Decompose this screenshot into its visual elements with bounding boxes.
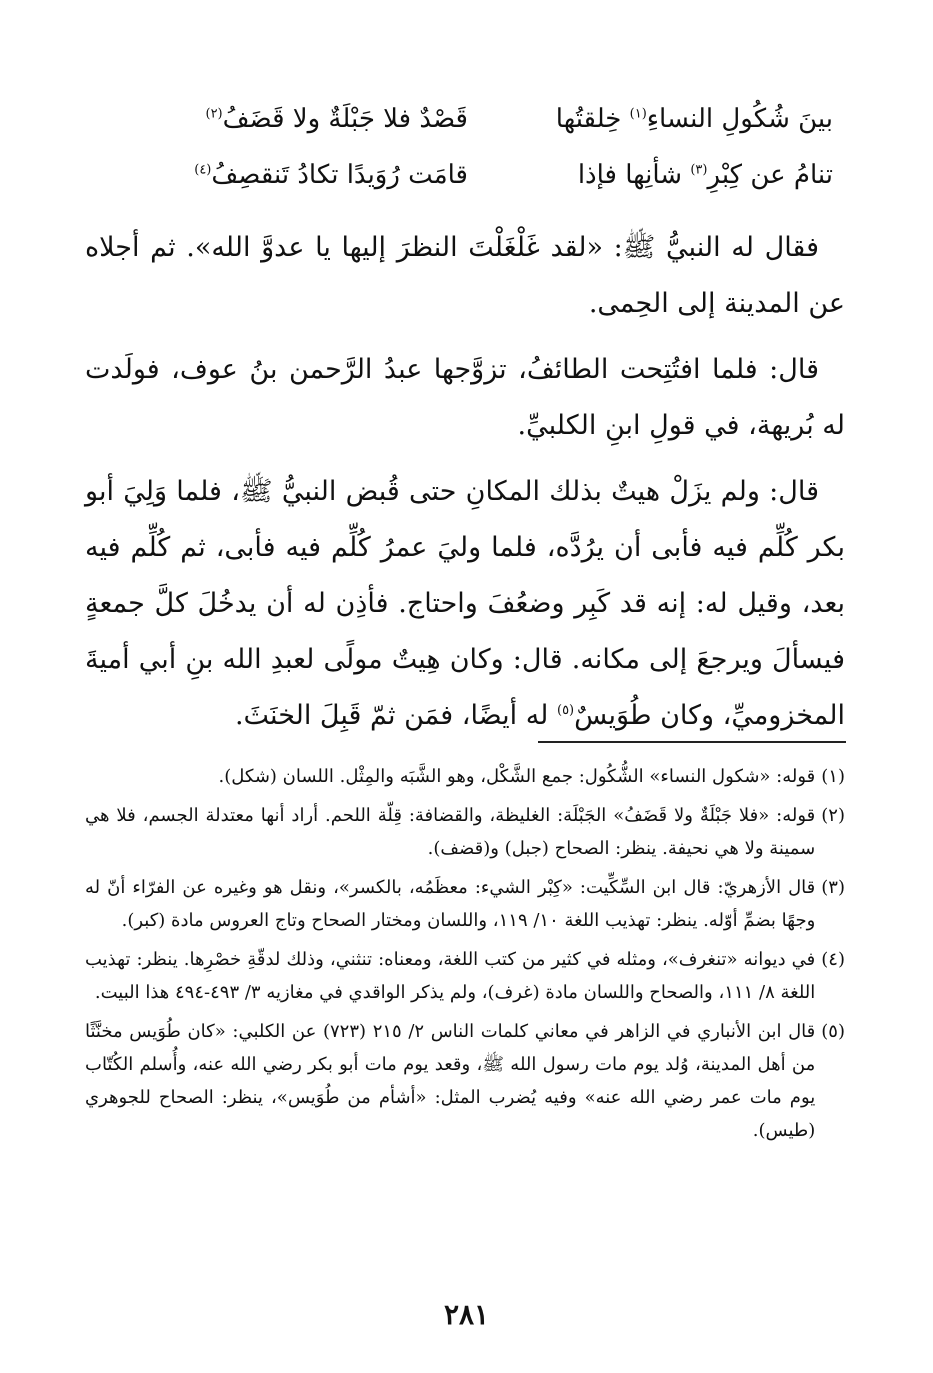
paragraph-1: فقال له النبيُّ ﷺ: «لقد غَلْغَلْتَ النظرَ إليها يا عدوَّ الله». ثم أجلاه عن المدينة إلى الحِمى.	[85, 232, 845, 319]
paragraph-3: قال: ولم يزَلْ هيتٌ بذلك المكانِ حتى قُبض النبيُّ ﷺ، فلما وَلِيَ أبو بكر كُلِّم فيه فأبى أن يرُدَّه، فلما وليَ عمرُ كُلِّم فيه فأبى، ثم كُلِّم فيه بعد، وقيل له: إنه قد كَبِر وضعُفَ واحتاج. فأذِن له أن يدخُلَ كلَّ جمعةٍ فيسألَ ويرجعَ إلى مكانه. قال: وكان هِيتٌ مولًى لعبدِ الله بنِ أبي أميةَ المخزوميِّ، وكان طُوَيسٌ$^{(٥)}$ له أيضًا، فمَن ثمّ قَبِلَ الخنَثَ.	[85, 476, 845, 731]
footnote-number: (٤)	[821, 949, 845, 970]
footnote-number: (٢)	[821, 805, 845, 826]
footnote-number: (١)	[821, 766, 845, 787]
paragraph-2: قال: فلما افتُتِحت الطائفُ، تزوَّجها عبدُ الرَّحمن بنُ عوف، فولَدت له بُريهة، في قولِ ابنِ الكلبيِّ.	[85, 354, 845, 441]
footnote-2	[85, 799, 845, 865]
footnote-ref-5[interactable]: (٥)	[556, 703, 575, 718]
verse-1-second-hemistich: قَصْدٌ فلا جَبْلَةٌ ولا قَضَفُ$^{(٢)}$	[205, 104, 468, 134]
footnote-ref-2[interactable]: (٢)	[205, 106, 223, 122]
main-text	[85, 220, 845, 744]
footnote-4	[85, 943, 845, 1009]
footnote-text: قوله: «فلا جَبْلَةٌ ولا قَضَفُ» الجَبْلَة: الغليظة، والقضافة: قِلّة اللحم. أراد أنها معتدلة الجسم، فلا هي سمينة ولا هي نحيفة. ينظر: الصحاح (جبل) و(قضف).	[85, 805, 816, 859]
verse-1-first-hemistich: بينَ شُكُولِ النساءِ$^{(١)}$ خِلقتُها	[555, 104, 833, 134]
footnote-text: قوله: «شكول النساء» الشُّكُول: جمع الشَّكْل، وهو الشَّبَه والمِثْل. اللسان (شكل).	[218, 766, 816, 787]
footnote-text: قال ابن الأنباري في الزاهر في معاني كلمات الناس ٢/ ٢١٥ (٧٢٣) عن الكلبي: «كان طُوَيس مخنَّثًا من أهل المدينة، وُلد يوم مات رسول الله ﷺ، وقعد يوم مات أبو بكر رضي الله عنه، وأُسلم الكُتّاب يوم مات عمر رضي الله عنه» وفيه يُضرب المثل: «أشأم من طُوَيس»، ينظر: الصحاح للجوهري (طيس).	[85, 1021, 816, 1141]
verse-line-1	[133, 104, 833, 156]
footnote-text: قال الأزهريّ: قال ابن السِّكِّيت: «كِبْر الشيء: معظَمُه، بالكسر»، ونقل هو وغيره عن الفرّاء أنّ له وجهًا بضمِّ أوّله. ينظر: تهذيب اللغة ١٠/ ١١٩، واللسان ومختار الصحاح وتاج العروس مادة (كبر).	[85, 877, 816, 931]
footnote-1	[85, 760, 845, 793]
footnote-text: في ديوانه «تنغرف»، ومثله في كثير من كتب اللغة، ومعناه: تنثني، وذلك لدقّةِ خصْرِها. ينظر: تهذيب اللغة ٨/ ١١١، والصحاح واللسان مادة (غرف)، ولم يذكر الواقدي في مغازيه ٣/ ٤٩٣-٤٩٤ هذا البيت.	[85, 949, 816, 1003]
footnote-number: (٣)	[821, 877, 845, 898]
footnote-ref-4[interactable]: (٤)	[194, 162, 212, 178]
footnote-ref-3[interactable]: (٣)	[690, 162, 708, 178]
page-number: ٢٨١	[443, 1298, 490, 1331]
footnote-3	[85, 871, 845, 937]
verse-2-second-hemistich: قامَت رُوَيدًا تكادُ تَنقصِفُ$^{(٤)}$	[194, 160, 468, 190]
footnote-number: (٥)	[821, 1021, 845, 1042]
verse-line-2	[133, 160, 833, 212]
footnotes	[85, 760, 845, 1153]
footnote-ref-1[interactable]: (١)	[629, 106, 647, 122]
footnote-5	[85, 1015, 845, 1147]
verse-2-first-hemistich: تنامُ عن كِبْرِ$^{(٣)}$ شأنِها فإذا	[577, 160, 833, 190]
footnote-separator	[538, 741, 846, 743]
